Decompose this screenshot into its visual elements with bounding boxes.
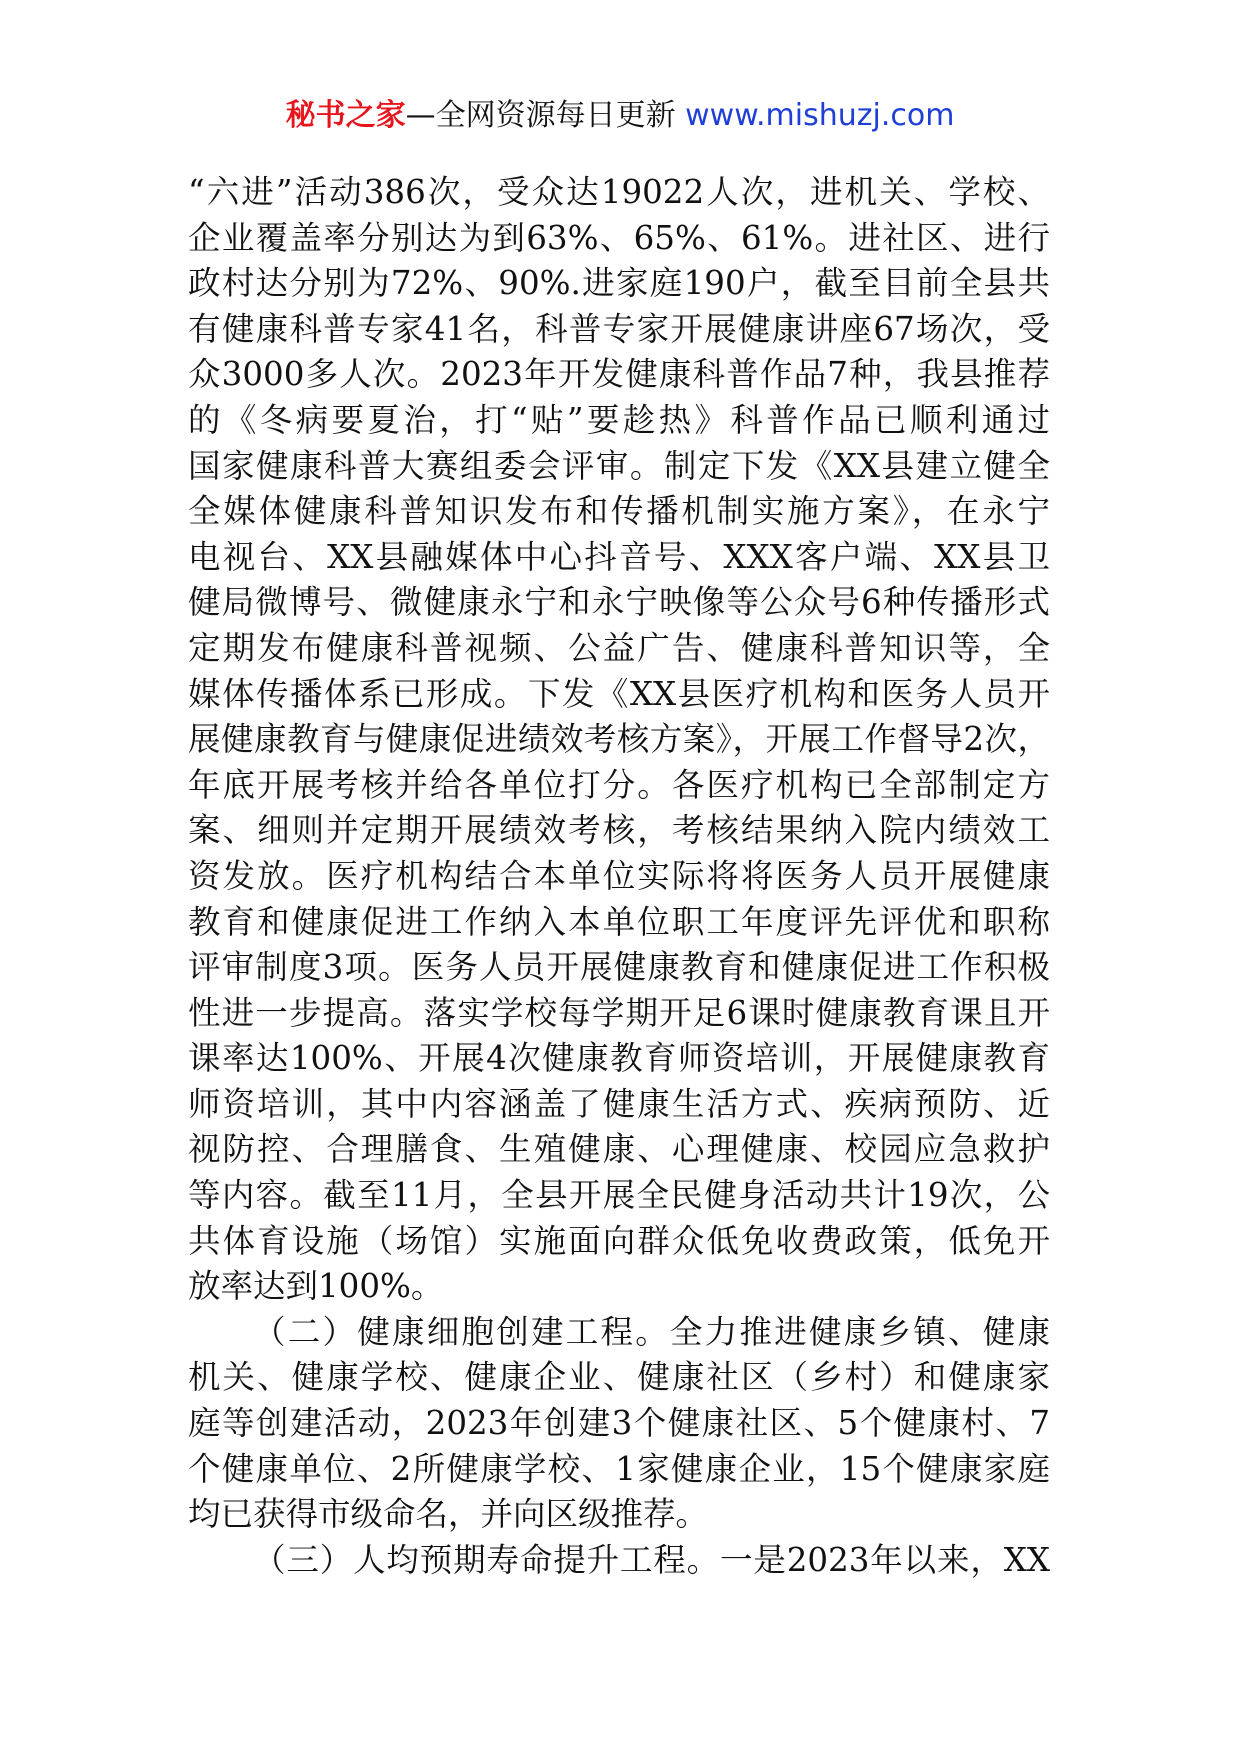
section-heading-line: （三）人均预期寿命提升工程。一是2023年以来，XX <box>253 1540 1050 1579</box>
text-line: 年底开展考核并给各单位打分。各医疗机构已全部制定方 <box>188 765 1050 804</box>
text-line: 评审制度3项。医务人员开展健康教育和健康促进工作积极 <box>188 948 1050 987</box>
text-line: 政村达分别为72%、90%.进家庭190户，截至目前全县共 <box>188 264 1050 303</box>
text-line: 共体育设施（场馆）实施面向群众低免收费政策，低免开 <box>188 1221 1050 1260</box>
text-line: 定期发布健康科普视频、公益广告、健康科普知识等，全 <box>188 628 1050 667</box>
text-line: 媒体传播体系已形成。下发《XX县医疗机构和医务人员开 <box>188 674 1050 713</box>
text-line: 国家健康科普大赛组委会评审。制定下发《XX县建立健全 <box>188 446 1050 485</box>
text-line: 均已获得市级命名，并向区级推荐。 <box>188 1495 709 1534</box>
text-line: 教育和健康促进工作纳入本单位职工年度评先评优和职称 <box>188 902 1050 941</box>
text-line: 展健康教育与健康促进绩效考核方案》，开展工作督导2次， <box>188 720 1050 759</box>
text-line: 电视台、XX县融媒体中心抖音号、XXX客户端、XX县卫 <box>188 537 1050 576</box>
text-line: “六进”活动386次，受众达19022人次，进机关、学校、 <box>188 173 1050 211</box>
text-line: 资发放。医疗机构结合本单位实际将将医务人员开展健康 <box>188 856 1050 895</box>
text-line: 机关、健康学校、健康企业、健康社区（乡村）和健康家 <box>188 1358 1050 1397</box>
header-url[interactable]: www.mishuzj.com <box>685 98 955 133</box>
text-line: 庭等创建活动，2023年创建3个健康社区、5个健康村、7 <box>188 1404 1050 1443</box>
document-body <box>188 170 1050 1583</box>
text-line: 个健康单位、2所健康学校、1家健康企业，15个健康家庭 <box>188 1449 1050 1488</box>
header-brand: 秘书之家 <box>285 98 406 133</box>
text-line: 的《冬病要夏治，打“贴”要趁热》科普作品已顺利通过 <box>188 400 1050 439</box>
text-line: 企业覆盖率分别达为到63%、65%、61%。进社区、进行 <box>188 218 1050 257</box>
text-line: 性进一步提高。落实学校每学期开足6课时健康教育课且开 <box>188 993 1050 1032</box>
text-line: 案、细则并定期开展绩效考核，考核结果纳入院内绩效工 <box>188 811 1050 850</box>
text-line: 全媒体健康科普知识发布和传播机制实施方案》，在永宁 <box>188 492 1050 531</box>
text-line: 等内容。截至11月，全县开展全民健身活动共计19次，公 <box>188 1176 1050 1215</box>
text-line: 众3000多人次。2023年开发健康科普作品7种，我县推荐 <box>188 355 1050 394</box>
text-line: 放率达到100%。 <box>188 1267 444 1306</box>
text-line: 视防控、合理膳食、生殖健康、心理健康、校园应急救护 <box>188 1130 1050 1169</box>
text-line: 师资培训，其中内容涵盖了健康生活方式、疾病预防、近 <box>188 1084 1050 1123</box>
text-line: 健局微博号、微健康永宁和永宁映像等公众号6种传播形式 <box>188 583 1050 622</box>
header-tagline: —全网资源每日更新 <box>405 98 676 133</box>
text-line: 课率达100%、开展4次健康教育师资培训，开展健康教育 <box>188 1039 1050 1078</box>
text-line: 有健康科普专家41名，科普专家开展健康讲座67场次，受 <box>188 309 1050 348</box>
site-header <box>0 96 1240 136</box>
section-heading-line: （二）健康细胞创建工程。全力推进健康乡镇、健康 <box>253 1312 1050 1351</box>
